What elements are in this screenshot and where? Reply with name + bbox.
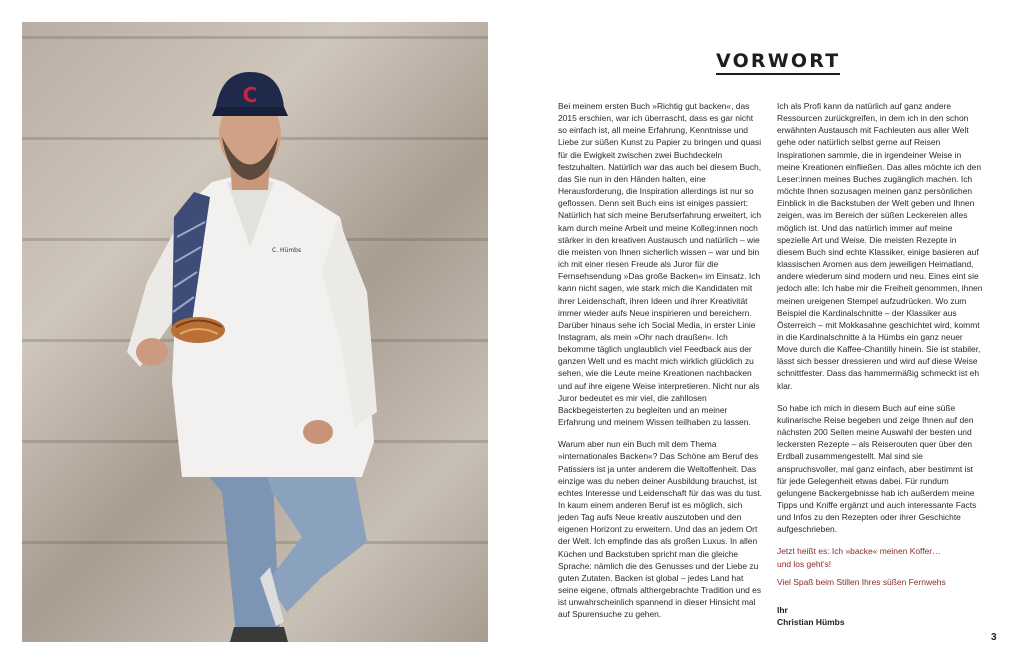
- closing-line-1: Jetzt heißt es: Ich »backe« meinen Koffer…: [777, 546, 941, 557]
- chef-portrait-photo: [22, 22, 488, 642]
- chef-illustration: [22, 22, 488, 642]
- text-column-right: [777, 100, 984, 628]
- paragraph: So habe ich mich in diesem Buch auf eine süße kulinarische Reise begeben und zeige Ihnen auf den nächsten 200 Seiten meine Auswahl der besten und leckersten Rezepte – als Reiserouten quer über den Erdball zusammengestellt. Mal sind sie anspruchsvoller, mal ganz einfach, aber bestimmt ist für jede Gelegenheit etwas dabei. Für rundum gelungene Backergebnisse hab ich außerdem meine Tipps und Kniffe ergänzt und auch interessante Facts und Infos zu den Rezepten oder ihrer Geschichte aufgeschrieben.: [777, 402, 977, 535]
- paragraph: Ich als Profi kann da natürlich auf ganz andere Ressourcen zurückgreifen, in dem ich in den schon erwähnten Austausch mit Fachleuten aus aller Welt gehe oder natürlich selbst gerne auf Reisen Inspirationen sammle, die in irgendeiner Weise in meine Kreationen einfließen. Das alles möchte ich den Leser:innen meines Buches zugänglich machen. Ich möchte Ihnen sozusagen meinen ganz persönlichen Einblick in die Backstuben der Welt geben und Ihnen zeigen, was im Bereich der süßen Leckereien alles möglich ist. Und das natürlich immer auf meine spezielle Art und Weise. Die meisten Rezepte in diesem Buch sind echte Klassiker, einige basieren auf klassischen Aromen aus dem jeweiligen Heimatland, andere wiederum sind modern und neu. Eines eint sie jedoch alle: Ich habe mir die Freiheit genommen, ihnen meinen ureigenen Stempel aufzudrücken. Wo zum Beispiel die Kardinalschnitte – der Klassiker aus Österreich – mit Mokkasahne geschichtet wird, kommt in die Kardinalschnitte à la Hümbs ein ganz neuer Move durch die Kaffee-Chantilly hinein. Sie ist stabiler, lässt sich besser dressieren und wird auf diese Weise schnittfester. Dass das hammermäßig schmeckt ist eh klar.: [777, 101, 983, 391]
- page-number: 3: [991, 632, 997, 643]
- closing-regards: [777, 604, 984, 628]
- jacket-embroidery: C. Hümbs: [272, 247, 302, 254]
- author-signature: Christian Hümbs: [777, 617, 845, 628]
- paragraph: Warum aber nun ein Buch mit dem Thema »internationales Backen«? Das Schöne am Beruf des Patissiers ist ja unter anderem die Weltoffenheit. Das einzige was du neben deiner Ausbildung brauchst, ist echtes Interesse und Leidenschaft für das was du tust. In kaum einem anderen Beruf ist es möglich, sich jeden Tag aufs Neue kreativ auszutoben und den eigenen Horizont zu erweitern. Und das an jedem Ort der Welt. Ich empfinde das als großen Luxus. In allen Küchen und Backstuben spricht man die gleiche Sprache: nämlich die des Genusses und der Liebe zu guten Zutaten. Backen ist global – jedes Land hat seine eigene, oftmals althergebrachte Tradition und es ist unwahrscheinlich spannend in dieser Hinsicht mal auf Spurensuche zu gehen.: [558, 439, 763, 620]
- paragraph: Bei meinem ersten Buch »Richtig gut backen«, das 2015 erschien, war ich überrascht, dass es gar nicht so einfach ist, all meine Erfahrung, Kenntnisse und Liebe zur süßen Kunst zu Papier zu bringen und quasi für die Ewigkeit zwischen zwei Buchdeckeln festzuhalten. Natürlich war das auch bei diesem Buch, das Sie nun in den Händen halten, eine Herausforderung, die Inspiration allerdings ist nur so geflossen. Denn seit Buch eins ist einiges passiert: Natürlich hat sich meine Berufserfahrung erweitert, ich kam durch meine Arbeit und meine Kolleg:innen noch stärker in den kreativen Austausch und natürlich – wie die meisten von Ihnen sicherlich wissen – war und bin ich mit einer riesen Freude als Juror für die Fernsehsendung »Das große Backen« im Einsatz. Ich kann nicht sagen, wie stark mich die Kandidaten mit ihrer Leidenschaft, ihren Ideen und ihrer Kreativität immer wieder aufs Neue inspirieren und bereichern. Darüber hinaus sehe ich Social Media, in erster Linie Instagram, als mein »Ohr nach draußen«. Ich bekomme täglich unglaublich viel Feedback aus der ganzen Welt und es macht mich wirklich glücklich zu sehen, wie die Leute meine Kreationen nachbacken und auf ihre eigene Weise interpretieren. Nicht nur als Juror bedeutet es mir viel, die zahllosen Backbegeisterten zu begleiten und an meiner Erfahrung und meinem Wissen teilhaben zu lassen.: [558, 101, 762, 428]
- page-title: VORWORT: [716, 50, 840, 75]
- closing-wish: Viel Spaß beim Stillen Ihres süßen Fernwehs: [777, 576, 946, 587]
- text-column-left: [558, 100, 763, 631]
- cap-logo: C: [242, 83, 258, 107]
- closing-invitation: [777, 545, 984, 569]
- regards-text: Ihr: [777, 604, 788, 615]
- closing-line-2: und los geht's!: [777, 558, 832, 569]
